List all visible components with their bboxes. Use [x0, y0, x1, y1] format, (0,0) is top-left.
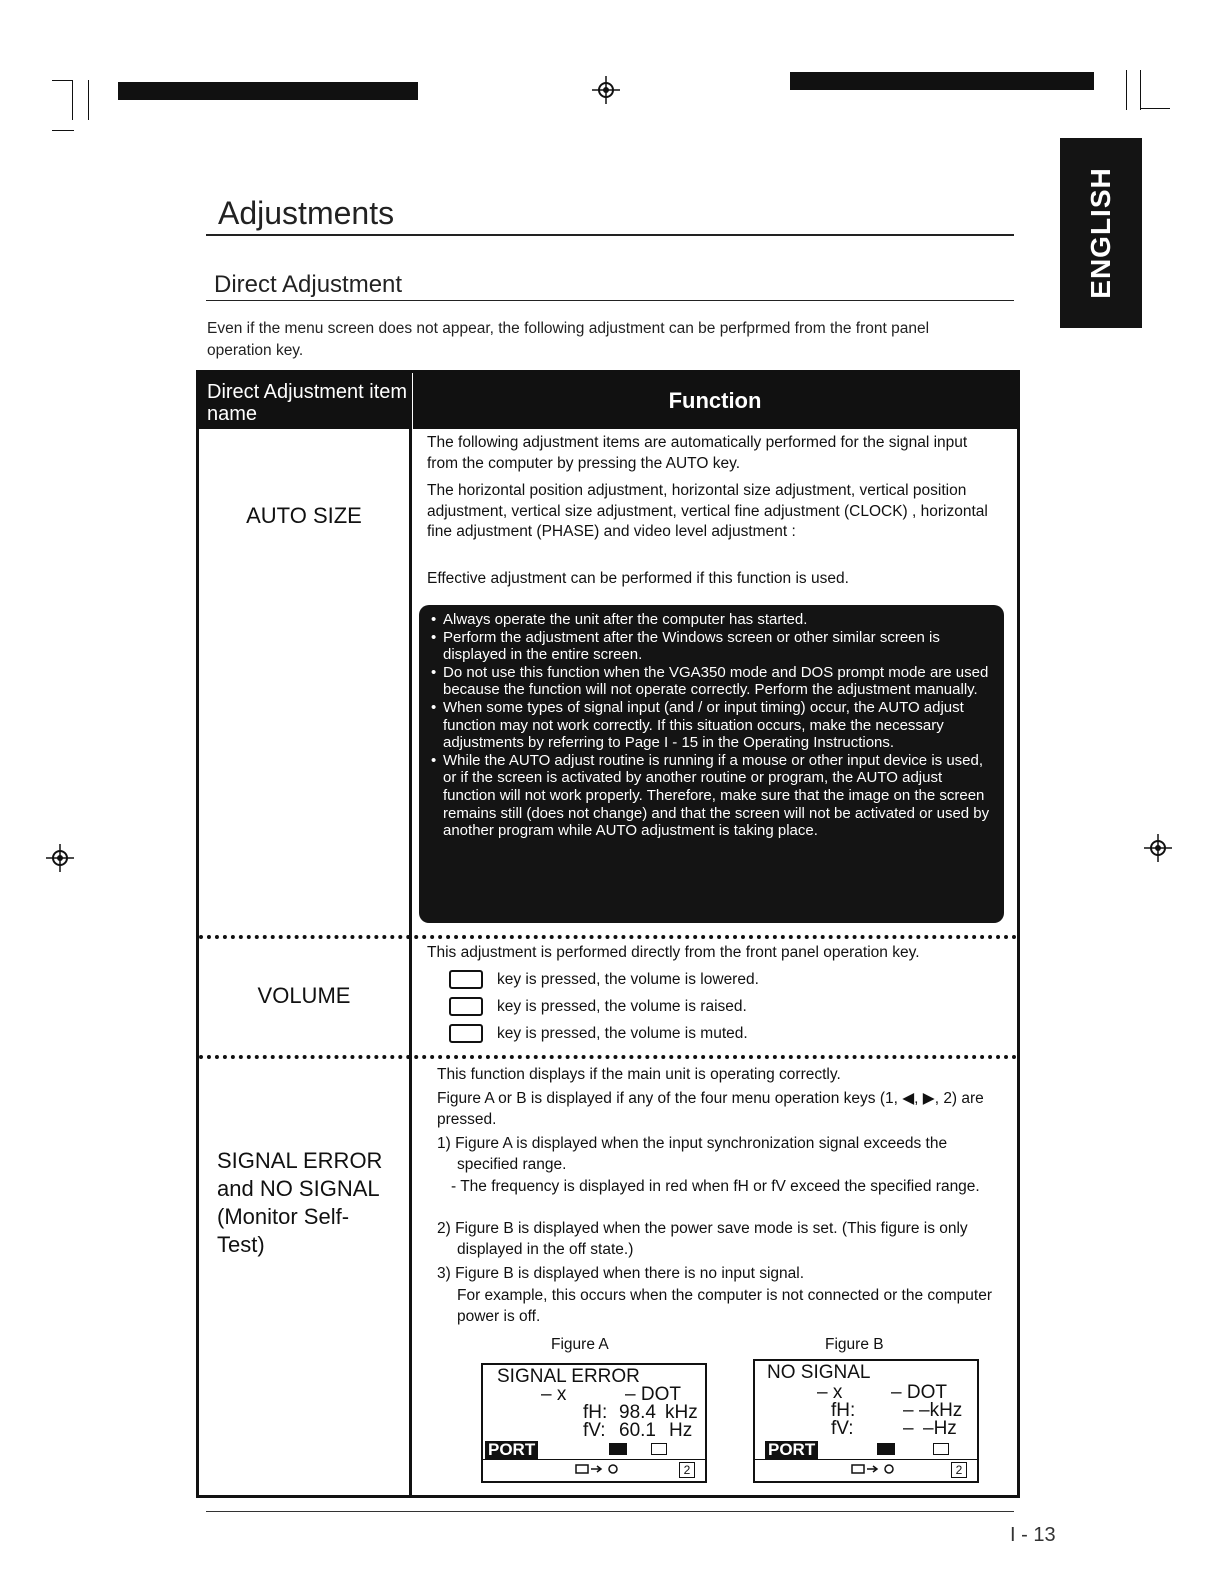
figure-a-fh-label: fH: [583, 1402, 608, 1423]
subtitle-rule [206, 300, 1014, 301]
crop-mark [52, 80, 72, 81]
figure-b-res-right: – DOT [891, 1382, 947, 1403]
volume-up-text: key is pressed, the volume is raised. [497, 998, 747, 1015]
crop-mark [88, 80, 89, 120]
caution-note: • Do not use this function when the VGA350 mode and DOS prompt mode are used because the function will not operate correctly. Perform the adjustment manually. [431, 664, 994, 699]
signal-error-name-line: and NO SIGNAL [217, 1176, 380, 1201]
figure-a-display [481, 1363, 707, 1483]
port-b-icon [651, 1443, 667, 1455]
figure-b-fh-value: – [903, 1400, 914, 1421]
row-separator [199, 935, 1017, 939]
adjustment-table [196, 370, 1020, 1498]
crop-mark [52, 130, 74, 131]
section-subtitle: Direct Adjustment [214, 271, 403, 298]
volume-mute-text: key is pressed, the volume is muted. [497, 1025, 748, 1042]
signal-error-p1: This function displays if the main unit is operating correctly. [437, 1066, 841, 1083]
figure-a-title: SIGNAL ERROR [497, 1366, 640, 1387]
signal-error-item-3b: For example, this occurs when the computer is not connected or the computer power is off. [457, 1287, 993, 1325]
signal-error-name-line: SIGNAL ERROR [217, 1148, 383, 1173]
figure-a-number: 2 [679, 1462, 695, 1478]
page-title: Adjustments [218, 195, 395, 231]
footer-rule [206, 1511, 1014, 1512]
figure-a-res-right: – DOT [625, 1384, 681, 1405]
volume-intro: This adjustment is performed directly from the front panel operation key. [427, 944, 920, 961]
figure-a-fh-value: 98.4 [619, 1402, 656, 1423]
volume-up-key-icon [449, 997, 483, 1016]
crop-mark [72, 80, 73, 120]
figure-a-fv-unit: Hz [669, 1420, 693, 1441]
figure-a-fv-label: fV: [583, 1420, 606, 1441]
caution-note: • Always operate the unit after the computer has started. [431, 611, 994, 629]
registration-target-icon [592, 76, 620, 104]
input-connector-icon [575, 1463, 623, 1475]
language-tab [1060, 138, 1142, 328]
row-name-auto-size: AUTO SIZE [246, 503, 362, 528]
row-separator [199, 1055, 1017, 1059]
figure-b-title: NO SIGNAL [767, 1362, 871, 1383]
figure-b-divider [755, 1459, 977, 1460]
crop-mark [1140, 108, 1170, 109]
input-connector-icon [851, 1463, 899, 1475]
caution-note: • While the AUTO adjust routine is running if a mouse or other input device is used, or if the screen is activated by another routine or program, the AUTO adjust function will not work properly. Therefore, make sure that the image on the screen remains still (does not change) and that the screen will not be activated or used by another program while AUTO adjustment is taking place. [431, 752, 994, 840]
table-header-item-name: Direct Adjustment item name [199, 373, 409, 429]
volume-down-key-icon [449, 970, 483, 989]
figure-a-res-left: – x [541, 1384, 567, 1405]
caution-note: • When some types of signal input (and / or input timing) occur, the AUTO adjust function may not work correctly. If this situation occurs, make the necessary adjustments by referring to Page I - 15 in the Operating Instructions. [431, 699, 994, 752]
registration-target-icon [46, 844, 74, 872]
auto-size-p1: The following adjustment items are automatically performed for the signal input from the computer by pressing the AUTO key. [427, 434, 968, 472]
figure-a-fv-value: 60.1 [619, 1420, 656, 1441]
figure-b-fv-value: – [903, 1418, 914, 1439]
auto-size-p2: The horizontal position adjustment, horizontal size adjustment, vertical position adjustment, vertical size adjustment, vertical fine adjustment (CLOCK) , horizontal fine adjustment (PHASE) and video level adjustment : [427, 482, 988, 540]
port-a-icon [609, 1443, 627, 1455]
port-b-icon [933, 1443, 949, 1455]
registration-target-icon [1144, 834, 1172, 862]
volume-up-row [449, 997, 747, 1017]
language-tab-label: ENGLISH [1085, 167, 1116, 299]
figure-b-display [753, 1359, 979, 1483]
figure-b-res-left: – x [817, 1382, 843, 1403]
signal-error-item-1b: - The frequency is displayed in red when fH or fV exceed the specified range. [451, 1178, 980, 1195]
figure-b-fh-label: fH: [831, 1400, 856, 1421]
title-rule [206, 234, 1014, 236]
crop-mark [1126, 70, 1127, 110]
volume-down-text: key is pressed, the volume is lowered. [497, 971, 759, 988]
row-name-signal-error [199, 1147, 409, 1259]
figure-a-caption: Figure A [551, 1336, 609, 1353]
signal-error-name-line: (Monitor Self- [217, 1204, 350, 1229]
figure-a-fh-unit: kHz [665, 1402, 698, 1423]
figure-b-number: 2 [951, 1462, 967, 1478]
port-a-icon [877, 1443, 895, 1455]
auto-size-p3: Effective adjustment can be performed if this function is used. [427, 570, 849, 587]
registration-bar [790, 72, 1094, 90]
table-header-function: Function [413, 373, 1017, 429]
signal-error-item-2: 2) Figure B is displayed when the power save mode is set. (This figure is only displayed in the off state.) [437, 1220, 968, 1258]
figure-b-fh-unit: –kHz [919, 1400, 963, 1421]
volume-down-row [449, 970, 759, 990]
figure-a-divider [483, 1459, 705, 1460]
intro-text: Even if the menu screen does not appear, the following adjustment can be perfprmed from the front panel operation key. [207, 320, 930, 359]
crop-mark [1140, 70, 1141, 110]
row-name-volume: VOLUME [257, 983, 351, 1008]
figure-a-port-label: PORT [485, 1441, 538, 1459]
signal-error-name-line: Test) [217, 1232, 265, 1257]
volume-mute-row [449, 1024, 748, 1044]
figure-b-caption: Figure B [825, 1336, 884, 1353]
figure-b-fv-unit: –Hz [923, 1418, 957, 1439]
page-number: I - 13 [1010, 1524, 1056, 1546]
column-divider [409, 373, 412, 1495]
caution-note: • Perform the adjustment after the Windows screen or other similar screen is displayed in the entire screen. [431, 629, 994, 664]
auto-size-caution-box [419, 605, 1004, 923]
signal-error-item-3: 3) Figure B is displayed when there is no input signal. [437, 1265, 805, 1282]
volume-mute-key-icon [449, 1024, 483, 1043]
signal-error-item-1: 1) Figure A is displayed when the input synchronization signal exceeds the specified range. [437, 1135, 948, 1173]
figure-b-port-label: PORT [765, 1441, 818, 1459]
signal-error-p2: Figure A or B is displayed if any of the four menu operation keys (1, ◀, ▶, 2) are pressed. [437, 1090, 984, 1128]
registration-bar [118, 82, 418, 100]
figure-b-fv-label: fV: [831, 1418, 854, 1439]
